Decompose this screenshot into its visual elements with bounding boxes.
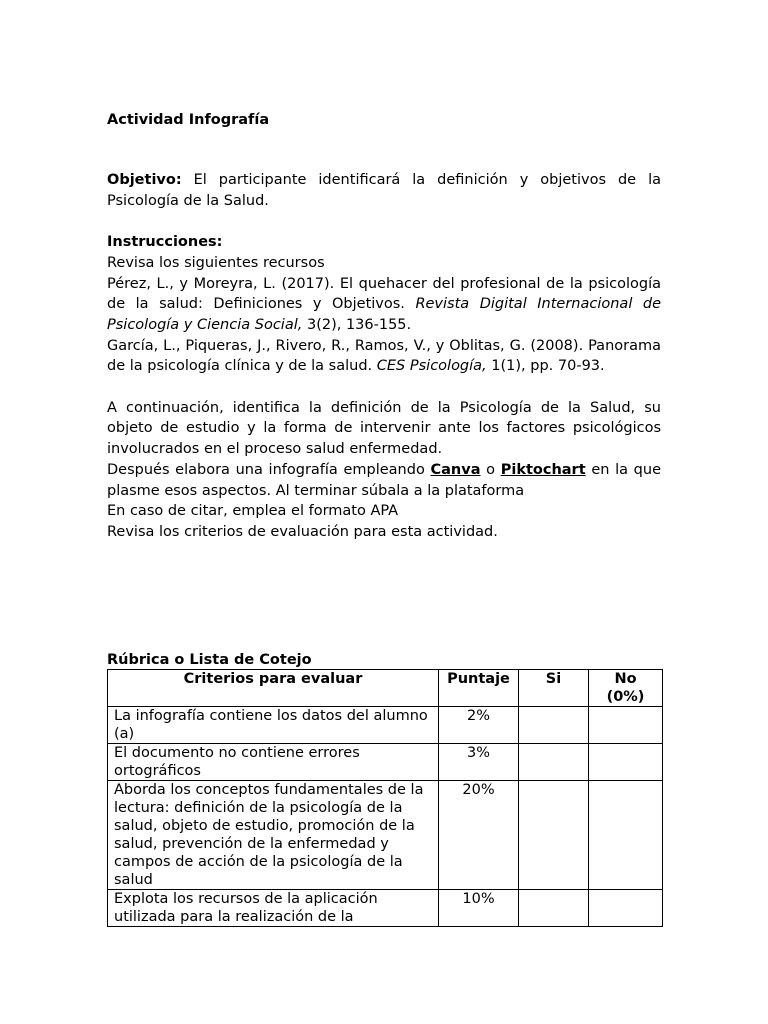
score-cell: 20% xyxy=(439,781,519,890)
rubric-title: Rúbrica o Lista de Cotejo xyxy=(107,652,312,668)
score-cell: 10% xyxy=(439,890,519,927)
line-cite: En caso de citar, emplea el formato APA xyxy=(107,503,399,520)
yes-cell[interactable] xyxy=(519,744,589,781)
criteria-cell: Explota los recursos de la aplicación utilizada para la realización de la xyxy=(108,890,439,927)
rubric-table xyxy=(107,669,663,927)
objective-paragraph xyxy=(107,170,661,191)
canva-link[interactable]: Canva xyxy=(430,461,481,478)
score-cell: 3% xyxy=(439,744,519,781)
rubric-header-row xyxy=(108,670,663,707)
no-cell[interactable] xyxy=(589,707,663,744)
criteria-cell: La infografía contiene los datos del alumno (a) xyxy=(108,707,439,744)
table-row xyxy=(108,890,663,927)
criteria-cell: El documento no contiene errores ortográficos xyxy=(108,744,439,781)
yes-cell[interactable] xyxy=(519,781,589,890)
objective-label: Objetivo: xyxy=(107,172,182,188)
document-body xyxy=(107,170,661,543)
score-cell: 2% xyxy=(439,707,519,744)
table-row xyxy=(108,744,663,781)
objective-text-line1: El participante identificará la definición y objetivos de la xyxy=(193,172,661,188)
no-cell[interactable] xyxy=(589,890,663,927)
header-score: Puntaje xyxy=(439,670,519,707)
paragraph-continue: A continuación, identifica la definición de la Psicología de la Salud, su objeto de estudio y la forma de intervenir ante los factores psicológicos involucrados en el proceso salud enfermedad. xyxy=(107,399,661,458)
no-cell[interactable] xyxy=(589,744,663,781)
no-cell[interactable] xyxy=(589,781,663,890)
yes-cell[interactable] xyxy=(519,890,589,927)
table-row xyxy=(108,781,663,890)
reference-1: Pérez, L., y Moreyra, L. (2017). El quehacer del profesional de la psicología de la salud: Definiciones y Objetivos. Revista Digital Internacional de Psicología y Ciencia Social, 3(2), 136-155. xyxy=(107,275,661,333)
reference-1-journal: Revista Digital Internacional de Psicología y Ciencia Social, xyxy=(107,296,661,333)
reference-2-journal: CES Psicología, xyxy=(376,358,487,375)
paragraph-after: Después elabora una infografía empleando Canva o Piktochart en la que plasme esos aspectos. Al terminar súbala a la plataforma xyxy=(107,461,661,499)
page-title: Actividad Infografía xyxy=(107,112,270,128)
table-row xyxy=(108,707,663,744)
piktochart-link[interactable]: Piktochart xyxy=(500,461,586,478)
criteria-cell: Aborda los conceptos fundamentales de la lectura: definición de la psicología de la salud, objeto de estudio, promoción de la salud, prevención de la enfermedad y campos de acción de la psicología de la salud xyxy=(108,781,439,890)
header-no: No (0%) xyxy=(589,670,663,707)
instructions-intro: Revisa los siguientes recursos xyxy=(107,254,325,271)
objective-text-line2: Psicología de la Salud. xyxy=(107,192,269,209)
instructions-label: Instrucciones: xyxy=(107,234,223,251)
line-review: Revisa los criterios de evaluación para esta actividad. xyxy=(107,523,498,540)
reference-2: García, L., Piqueras, J., Rivero, R., Ramos, V., y Oblitas, G. (2008). Panorama de la psicología clínica y de la salud. CES Psicología, 1(1), pp. 70-93. xyxy=(107,337,661,375)
yes-cell[interactable] xyxy=(519,707,589,744)
header-yes: Si xyxy=(519,670,589,707)
header-criteria: Criterios para evaluar xyxy=(108,670,439,707)
